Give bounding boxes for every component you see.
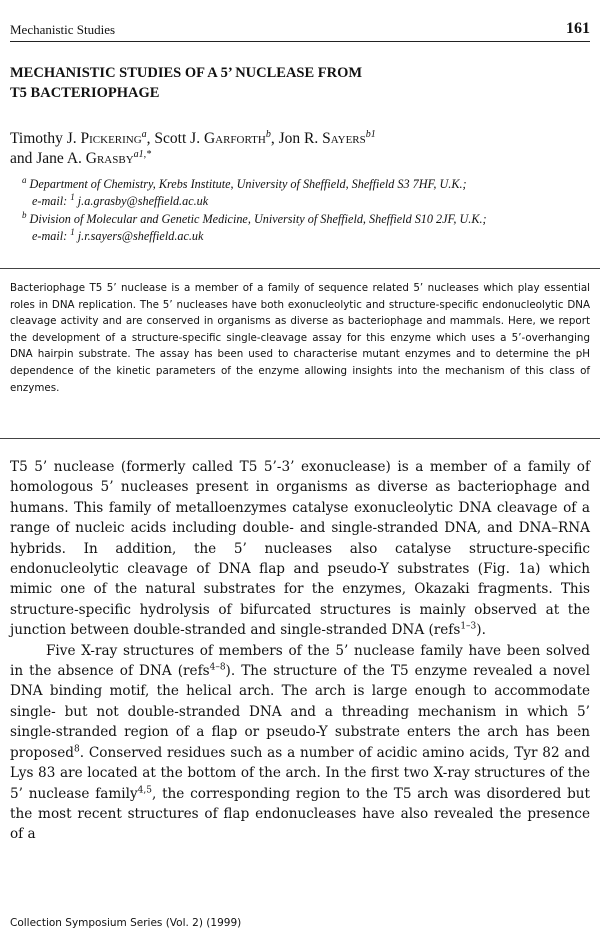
author-name: Scott J. Garforth$^b$ [154,128,271,147]
author-list [10,129,590,169]
page-number: 161 [566,20,590,37]
abstract-top-rule [0,268,600,269]
running-section-title: Mechanistic Studies [10,22,116,37]
author-name: and Jane A. Grasby$^{a1,*}$ [10,148,152,167]
affiliation-b: $^b$ Division of Molecular and Genetic Medicine, University of Sheffield, Sheffield S10 2JF, U.K.; e-mail: $^1$ j.r.sayers@sheffield.ac.uk [22,209,487,243]
email-address: j.r.sayers@sheffield.ac.uk [74,229,204,243]
email-address: j.a.grasby@sheffield.ac.uk [74,194,209,208]
author-name: Jon R. Sayers$^{b1}$ [278,128,376,147]
body-text [10,457,590,845]
affiliation-a: $^a$ Department of Chemistry, Krebs Institute, University of Sheffield, Sheffield S3 7HF, U.K.; e-mail: $^1$ j.a.grasby@sheffield.ac.uk [22,174,467,208]
citation: 8 [74,744,80,755]
footer-citation: Collection Symposium Series (Vol. 2) (1999) [10,917,242,929]
article-title-line-1: MECHANISTIC STUDIES OF A 5’ NUCLEASE FROM [10,65,363,81]
citation: 4–8 [209,662,226,673]
header-rule [10,41,590,42]
abstract: Bacteriophage T5 5’ nuclease is a member of a family of sequence related 5’ nucleases which play essential roles in DNA replication. The 5’ nucleases have both exonucleolytic and structure-specific endonucleolytic DNA cleavage activity and are conserved in organisms as diverse as bacteriophage and mammals. Here, we report the development of a structure-specific single-cleavage assay for this enzyme which uses a 5’-overhanging DNA hairpin substrate. The assay has been used to characterise mutant enzymes and to determine the pH dependence of the kinetic parameters of the enzyme allowing insights into the mechanism of this class of enzymes. [10,282,590,394]
article-title-line-2: T5 BACTERIOPHAGE [10,85,160,101]
running-header [10,20,590,42]
paragraph-2: Five X-ray structures of members of the 5’ nuclease family have been solved in the absence of DNA (refs$^{4-8}$). The structure of the T5 enzyme revealed a novel DNA binding motif, the helical arch. The arch is large enough to accommodate single- but not double-stranded DNA and a threading mechanism in which 5’ single-stranded region of a flap or pseudo-Y substrate enters the arch has been proposed$^8$. Conserved residues such as a number of acidic amino acids, Tyr 82 and Lys 83 are located at the bottom of the arch. In the first two X-ray structures of the 5’ nuclease family$^{4,5}$, the corresponding region to the T5 arch was disordered but the most recent structures of flap endonucleases have also revealed the presence of a [10,642,591,843]
abstract-bottom-rule [0,438,600,439]
author-line-2 [10,149,590,169]
article-title [10,63,570,103]
author-line-1: Timothy J. Pickering$^a$, Scott J. Garforth$^b$, Jon R. Sayers$^{b1}$ [10,128,376,147]
citation: 4,5 [137,784,152,795]
author-name: Timothy J. Pickering$^a$ [10,128,147,147]
citation: 1–3 [460,621,477,632]
paragraph-1: T5 5’ nuclease (formerly called T5 5’-3’ exonuclease) is a member of a family of homologous 5’ nucleases present in organisms as diverse as bacteriophage and humans. This family of metalloenzymes catalyse exonucleolytic DNA cleavage of a range of nucleic acids including double- and single-stranded DNA, and DNA–RNA hybrids. In addition, the 5’ nucleases also catalyse structure-specific endonucleolytic cleavage of DNA flap and pseudo-Y substrates (Fig. 1a) which mimic one of the natural substrates for the enzymes, Okazaki fragments. This structure-specific hydrolysis of bifurcated structures is mainly observed at the junction between double-stranded and single-stranded DNA (refs$^{1-3}$). [10,459,590,639]
